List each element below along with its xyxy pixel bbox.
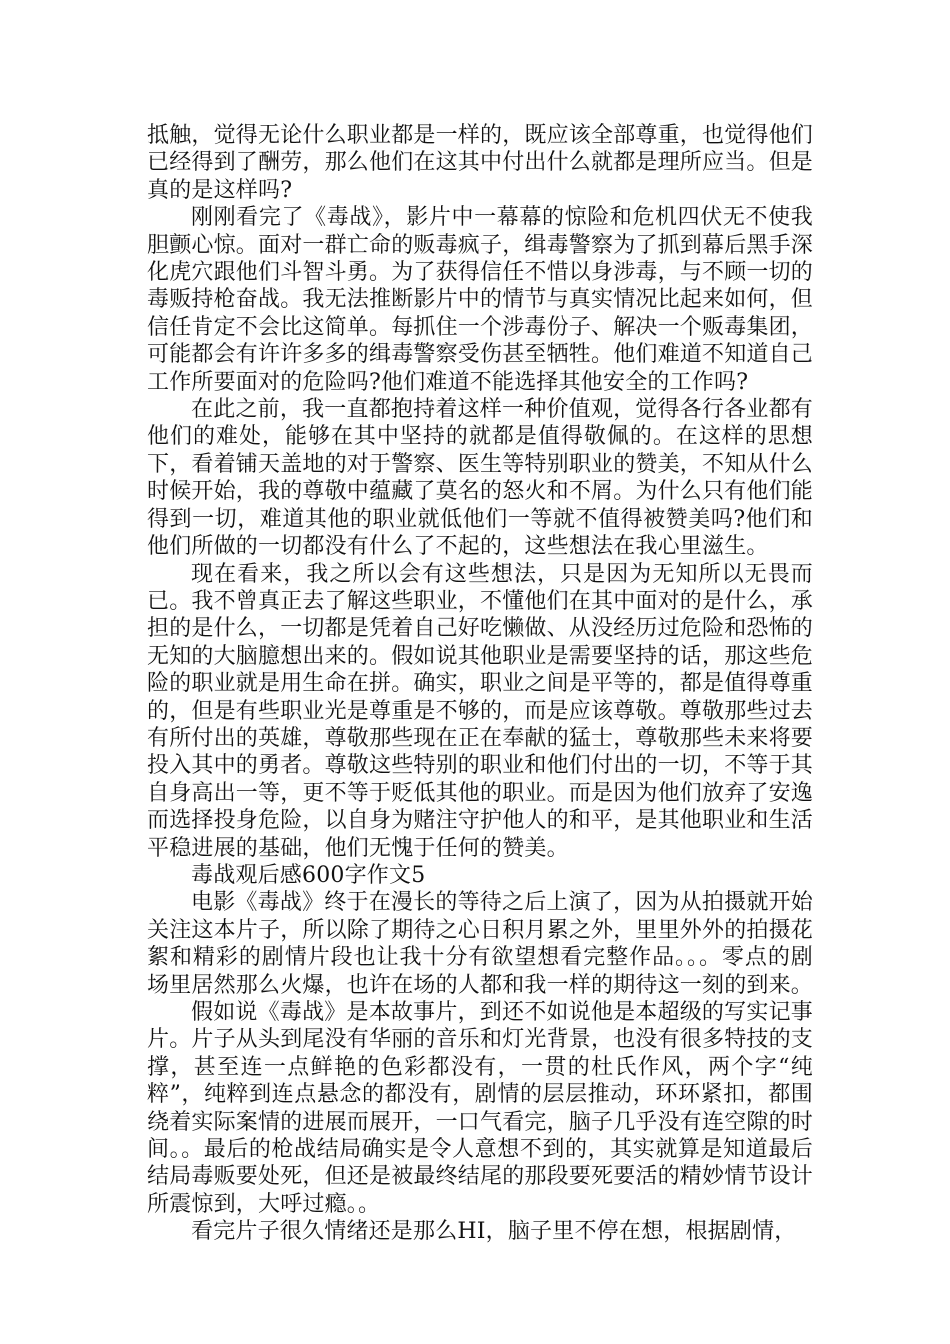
section-heading: 毒战观后感600字作文5 (191, 862, 426, 888)
paragraph: 在此之前，我一直都抱持着这样一种价值观，觉得各行各业都有他们的难处，能够在其中坚持的就都是值得敬佩的。在这样的思想下，看着铺天盖地的对于警察、医生等特别职业的赞美，不知从什么时候开始，我的尊敬中蕴藏了莫名的怒火和不屑。为什么只有他们能得到一切，难道其他的职业就低他们一等就不值得被赞美吗?他们和他们所做的一切都没有什么了不起的，这些想法在我心里滋生。 (147, 397, 814, 560)
paragraph: 现在看来，我之所以会有这些想法，只是因为无知所以无畏而已。我不曾真正去了解这些职业，不懂他们在其中面对的是什么，承担的是什么，一切都是凭着自己好吃懒做、从没经历过危险和恐怖的无知的大脑臆想出来的。假如说其他职业是需要坚持的话，那这些危险的职业就是用生命在拼。确实，职业之间是平等的，都是值得尊重的，但是有些职业光是尊重是不够的，而是应该尊敬。尊敬那些过去有所付出的英雄，尊敬那些现在正在奉献的猛士，尊敬那些未来将要投入其中的勇者。尊敬这些特别的职业和他们付出的一切，不等于其自身高出一等，更不等于贬低其他的职业。而是因为他们放弃了安逸而选择投身危险，以自身为赌注守护他人的和平，是其他职业和生活平稳进展的基础，他们无愧于任何的赞美。 (147, 561, 814, 861)
paragraph: 刚刚看完了《毒战》，影片中一幕幕的惊险和危机四伏无不使我胆颤心惊。面对一群亡命的贩毒疯子，缉毒警察为了抓到幕后黑手深化虎穴跟他们斗智斗勇。为了获得信任不惜以身涉毒，与不顾一切的毒贩持枪奋战。我无法推断影片中的情节与真实情况比起来如何，但信任肯定不会比这简单。每抓住一个涉毒份子、解决一个贩毒集团，可能都会有许许多多的缉毒警察受伤甚至牺牲。他们难道不知道自己工作所要面对的危险吗?他们难道不能选择其他安全的工作吗? (147, 205, 814, 395)
paragraph: 假如说《毒战》是本故事片，到还不如说他是本超级的写实记事片。片子从头到尾没有华丽的音乐和灯光背景，也没有很多特技的支撑，甚至连一点鲜艳的色彩都没有，一贯的杜氏作风，两个字“纯粹”，纯粹到连点悬念的都没有，剧情的层层推动，环环紧扣，都围绕着实际案情的进展而展开，一口气看完，脑子几乎没有连空隙的时间。。最后的枪战结局确实是令人意想不到的，其实就算是知道最后结局毒贩要处死，但还是被最终结尾的那段要死要活的精妙情节设计所震惊到，大呼过瘾。。 (147, 1000, 814, 1217)
paragraph: 看完片子很久情绪还是那么HI，脑子里不停在想，根据剧情， (191, 1219, 797, 1245)
document-body (147, 122, 813, 1246)
paragraph: 电影《毒战》终于在漫长的等待之后上演了，因为从拍摄就开始关注这本片子，所以除了期待之心日积月累之外，里里外外的拍摄花絮和精彩的剧情片段也让我十分有欲望想看完整作品。。。零点的剧场里居然那么火爆，也许在场的人都和我一样的期待这一刻的到来。 (147, 890, 814, 998)
paragraph: 抵触，觉得无论什么职业都是一样的，既应该全部尊重，也觉得他们已经得到了酬劳，那么他们在这其中付出什么就都是理所应当。但是真的是这样吗? (147, 123, 814, 203)
